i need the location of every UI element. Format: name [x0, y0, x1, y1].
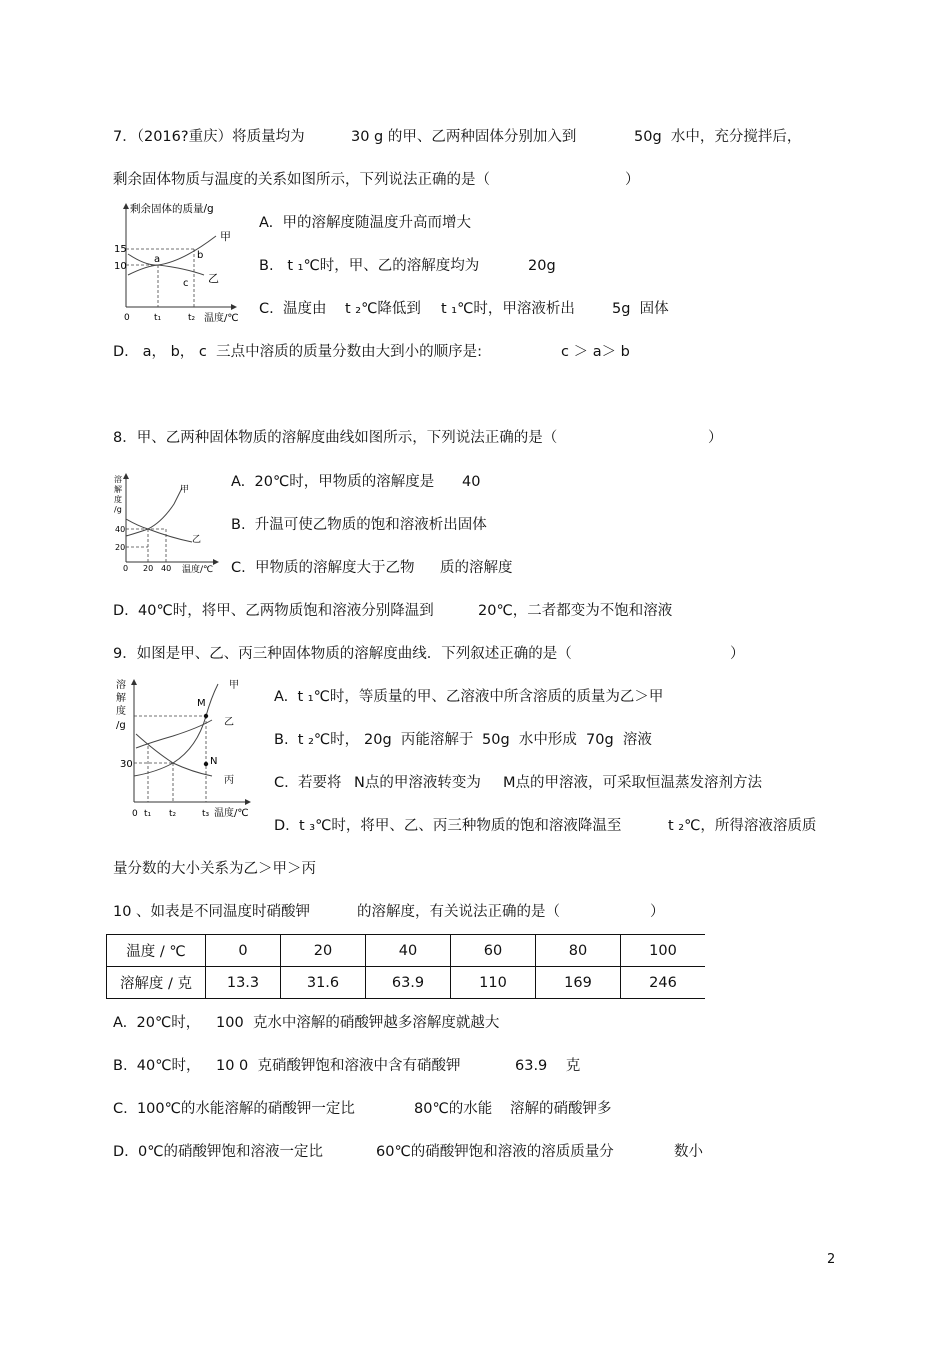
- q8-option-b: B. 升温可使乙物质的饱和溶液析出固体: [231, 517, 487, 533]
- q10-option-b-part3: 63.9 克: [515, 1058, 581, 1074]
- q10-option-d: D. 0℃的硝酸钾饱和溶液一定比: [113, 1144, 324, 1160]
- q9-y-label-3: 度: [116, 706, 126, 717]
- table-header-cell: 溶解度 / 克: [107, 967, 206, 999]
- q8-option-d-part2: 20℃，二者都变为不饱和溶液: [478, 603, 673, 619]
- q9-curve-bing: [136, 734, 212, 776]
- q8-x-label: 温度/℃: [182, 565, 214, 575]
- q8-option-c-part2: 质的溶解度: [440, 560, 513, 576]
- q9-option-c: C. 若要将: [274, 775, 342, 791]
- table-cell: 80: [536, 935, 621, 967]
- q7-stem-part3: 50g 水中，充分搅拌后，: [634, 129, 802, 145]
- q10-option-d-part3: 数小: [674, 1144, 703, 1160]
- q9-option-d-line2: 量分数的大小关系为乙＞甲＞丙: [113, 861, 316, 877]
- q7-option-b-value: 20g: [528, 258, 556, 274]
- q8-option-d: D. 40℃时，将甲、乙两物质饱和溶液分别降温到: [113, 603, 434, 619]
- table-row: [107, 967, 706, 999]
- q8-figure: [112, 470, 222, 576]
- q7-option-c-part4: 5g 固体: [612, 301, 669, 317]
- q7-label-jia: 甲: [220, 230, 231, 243]
- q9-label-n: N: [210, 756, 218, 767]
- q8-label-yi: 乙: [192, 535, 202, 545]
- q10-stem-part2: 的溶解度，有关说法正确的是（: [357, 904, 560, 920]
- q7-label-yi: 乙: [208, 272, 219, 285]
- table-cell: 31.6: [281, 967, 366, 999]
- q7-y-tick-15: 15: [114, 244, 127, 255]
- q8-y-label-2: 解: [114, 485, 122, 494]
- q9-label-jia: 甲: [229, 680, 239, 691]
- q8-y-label-1: 溶: [114, 475, 122, 484]
- q8-option-a: A. 20℃时，甲物质的溶解度是: [231, 474, 435, 490]
- q7-x-tick-t2: t₂: [188, 313, 196, 323]
- q8-stem: 8．甲、乙两种固体物质的溶解度曲线如图所示，下列说法正确的是（: [113, 430, 558, 446]
- q9-stem-close-paren: ）: [730, 646, 745, 662]
- q8-y-tick-20: 20: [115, 543, 126, 552]
- q7-x-tick-t1: t₁: [154, 313, 162, 323]
- q7-stem-close-paren: ）: [625, 172, 640, 188]
- q8-curve-yi: [126, 519, 192, 542]
- q9-label-yi: 乙: [224, 717, 234, 728]
- table-cell: 169: [536, 967, 621, 999]
- q8-y-label-4: /g: [114, 505, 122, 514]
- q10-option-b: B. 40℃时，: [113, 1058, 201, 1074]
- table-cell: 60: [451, 935, 536, 967]
- q9-option-c-part2: N点的甲溶液转变为: [354, 775, 481, 791]
- q7-option-d-order: c ＞ a＞ b: [561, 344, 630, 360]
- q7-option-d: D. a， b， c 三点中溶质的质量分数由大到小的顺序是:: [113, 344, 482, 360]
- q9-x-tick-t3: t₃: [202, 809, 210, 819]
- q7-origin: 0: [124, 313, 130, 323]
- q9-point-m: [204, 714, 208, 718]
- q10-option-d-part2: 60℃的硝酸钾饱和溶液的溶质质量分: [376, 1144, 614, 1160]
- q7-stem-line2: 剩余固体物质与温度的关系如图所示，下列说法正确的是（: [113, 172, 490, 188]
- q8-x-tick-20: 20: [143, 564, 154, 573]
- q10-option-c: C. 100℃的水能溶解的硝酸钾一定比: [113, 1101, 355, 1117]
- q8-origin: 0: [123, 564, 129, 573]
- q9-y-label-2: 解: [116, 693, 126, 704]
- q10-option-a-part2: 100 克水中溶解的硝酸钾越多溶解度就越大: [216, 1015, 500, 1031]
- q8-y-label-3: 度: [114, 495, 122, 504]
- q9-option-d-part2: t ₂℃，所得溶液溶质质: [668, 818, 817, 834]
- q7-option-a: A. 甲的溶解度随温度升高而增大: [259, 215, 471, 231]
- q9-x-tick-t2: t₂: [169, 809, 177, 819]
- q7-option-c-part2: t ₂℃降低到: [345, 301, 421, 317]
- q9-option-b: B. t ₂℃时，: [274, 732, 360, 748]
- q9-x-tick-t1: t₁: [144, 809, 152, 819]
- q9-option-b-part3: 50g 水中形成: [482, 732, 577, 748]
- q10-stem: 10 、如表是不同温度时硝酸钾: [113, 904, 311, 920]
- q10-option-c-part2: 80℃的水能: [414, 1101, 493, 1117]
- page-number: 2: [827, 1252, 836, 1267]
- q9-label-m: M: [197, 698, 206, 709]
- q10-option-a: A. 20℃时，: [113, 1015, 201, 1031]
- table-header-cell: 温度 / ℃: [107, 935, 206, 967]
- q9-label-bing: 丙: [224, 775, 234, 786]
- q9-y-label-1: 溶: [116, 680, 126, 691]
- solubility-table: [106, 934, 705, 999]
- q8-label-jia: 甲: [180, 485, 190, 495]
- q7-stem-part2: 30 g 的甲、乙两种固体分别加入到: [351, 129, 577, 145]
- q7-y-tick-10: 10: [114, 261, 127, 272]
- q8-option-c: C. 甲物质的溶解度大于乙物: [231, 560, 415, 576]
- q7-point-b: b: [197, 250, 204, 261]
- table-cell: 110: [451, 967, 536, 999]
- q7-point-c: c: [183, 278, 189, 289]
- q9-option-b-part4: 70g 溶液: [586, 732, 652, 748]
- q9-x-label: 温度/℃: [214, 808, 249, 819]
- q7-option-c: C. 温度由: [259, 301, 327, 317]
- q7-x-label: 温度/℃: [204, 313, 239, 324]
- q9-option-a: A. t ₁℃时，等质量的甲、乙溶液中所含溶质的质量为乙＞甲: [274, 689, 664, 705]
- q9-origin: 0: [132, 809, 138, 819]
- q9-option-d: D. t ₃℃时，将甲、乙、丙三种物质的饱和溶液降温至: [274, 818, 622, 834]
- q9-option-b-part2: 20g 丙能溶解于: [364, 732, 474, 748]
- table-cell: 246: [621, 967, 706, 999]
- q9-figure: [112, 676, 252, 822]
- q9-y-tick-30: 30: [120, 759, 133, 770]
- q7-stem-part1: 7．（2016?重庆）将质量均为: [113, 129, 305, 145]
- q7-y-label: 剩余固体的质量/g: [130, 203, 214, 215]
- q8-y-tick-40: 40: [115, 525, 126, 534]
- q7-figure: [112, 202, 248, 326]
- q8-stem-close-paren: ）: [708, 430, 723, 446]
- q9-option-c-part3: M点的甲溶液，可采取恒温蒸发溶剂方法: [503, 775, 763, 791]
- q7-curve-yi: [128, 265, 204, 275]
- q8-x-tick-40: 40: [161, 564, 172, 573]
- table-cell: 63.9: [366, 967, 451, 999]
- q10-stem-close-paren: ）: [650, 904, 665, 920]
- q7-option-c-part3: t ₁℃时，甲溶液析出: [441, 301, 575, 317]
- q10-option-b-part2: 10 0 克硝酸钾饱和溶液中含有硝酸钾: [216, 1058, 461, 1074]
- table-cell: 40: [366, 935, 451, 967]
- table-cell: 0: [206, 935, 281, 967]
- table-cell: 13.3: [206, 967, 281, 999]
- table-cell: 20: [281, 935, 366, 967]
- q7-point-a: a: [154, 254, 161, 265]
- q9-y-label-4: /g: [116, 720, 126, 731]
- q8-option-a-value: 40: [462, 474, 481, 490]
- q10-option-c-part3: 溶解的硝酸钾多: [510, 1101, 612, 1117]
- table-row: [107, 935, 706, 967]
- table-cell: 100: [621, 935, 706, 967]
- q9-stem: 9．如图是甲、乙、丙三种固体物质的溶解度曲线．下列叙述正确的是（: [113, 646, 572, 662]
- q9-point-n: [204, 762, 208, 766]
- q7-option-b: B. t ₁℃时，甲、乙的溶解度均为: [259, 258, 480, 274]
